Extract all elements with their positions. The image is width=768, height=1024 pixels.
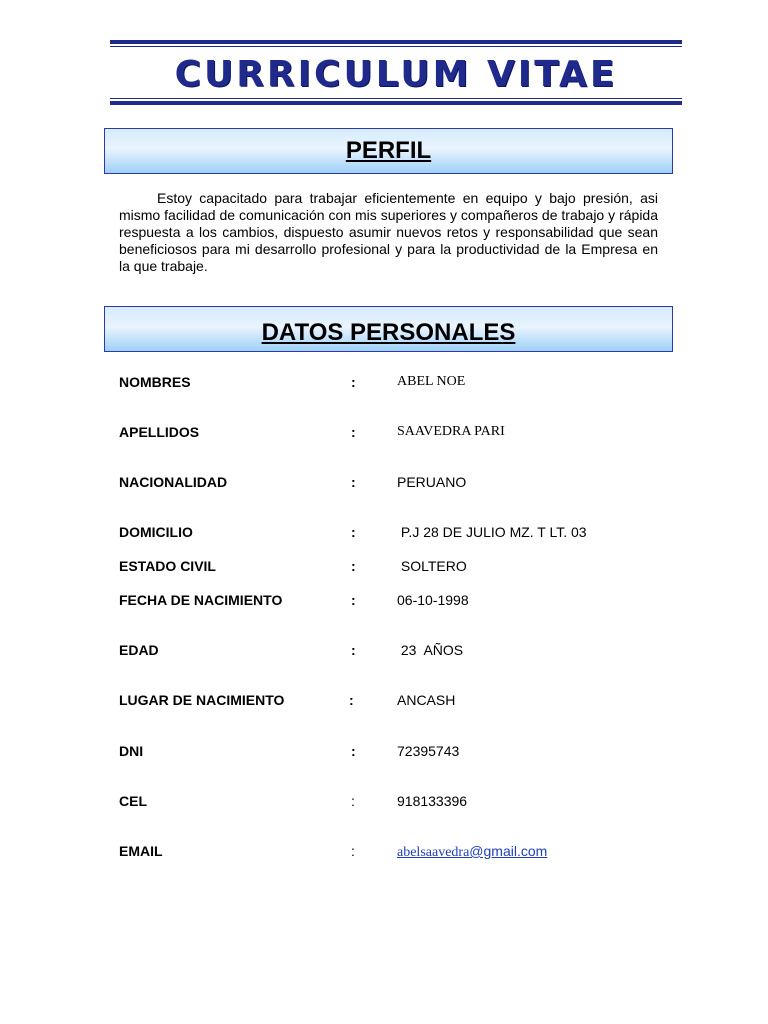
label-edad: EDAD (119, 642, 159, 658)
row-cel (0, 793, 768, 813)
row-estado-civil (0, 558, 768, 578)
row-edad (0, 642, 768, 662)
perfil-heading: PERFIL (345, 137, 432, 164)
value-domicilio: P.J 28 DE JULIO MZ. T LT. 03 (397, 524, 587, 540)
colon: : (351, 592, 356, 608)
row-email (0, 843, 768, 863)
top-rule-thin (110, 46, 682, 47)
value-dni: 72395743 (397, 743, 460, 759)
colon: : (351, 843, 355, 859)
value-cel: 918133396 (397, 793, 468, 809)
label-estado-civil: ESTADO CIVIL (119, 558, 216, 574)
row-domicilio (0, 524, 768, 544)
label-lugar-nacimiento: LUGAR DE NACIMIENTO (119, 692, 285, 708)
value-fecha-nacimiento: 06-10-1998 (397, 592, 469, 608)
value-edad: 23 AÑOS (397, 642, 464, 658)
perfil-heading-box (104, 128, 673, 174)
datos-heading: DATOS PERSONALES (261, 319, 516, 346)
value-lugar-nacimiento: ANCASH (397, 692, 456, 708)
value-estado-civil: SOLTERO (397, 558, 467, 574)
colon: : (351, 642, 356, 658)
row-nacionalidad (0, 474, 768, 494)
colon: : (351, 524, 356, 540)
datos-heading-box (104, 306, 673, 352)
value-nacionalidad: PERUANO (397, 474, 467, 490)
label-cel: CEL (119, 793, 147, 809)
label-nombres: NOMBRES (119, 374, 191, 390)
label-email: EMAIL (119, 843, 163, 859)
value-apellidos: SAAVEDRA PARI (397, 424, 505, 439)
value-nombres: ABEL NOE (397, 374, 466, 389)
colon: : (351, 793, 355, 809)
colon: : (351, 743, 356, 759)
label-domicilio: DOMICILIO (119, 524, 193, 540)
colon: : (351, 474, 356, 490)
colon: : (349, 692, 354, 708)
email-domain: @gmail.com (469, 843, 548, 859)
top-rule-thick (110, 40, 682, 44)
colon: : (351, 558, 356, 574)
bottom-rule-thin (110, 98, 682, 99)
perfil-paragraph: Estoy capacitado para trabajar eficientemente en equipo y bajo presión, asi mismo facilidad de comunicación con mis superiores y compañeros de trabajo y rápida respuesta a los cambios, dispuesto asumir nuevos retos y responsabilidad que sean beneficiosos para mi desarrollo profesional y para la productividad de la Empresa en la que trabaje. (119, 190, 658, 274)
label-apellidos: APELLIDOS (119, 424, 200, 440)
label-dni: DNI (119, 743, 144, 759)
page-title: CURRICULUM VITAE (174, 54, 618, 95)
colon: : (351, 424, 356, 440)
email-user: abelsaavedra (397, 845, 470, 860)
row-lugar-nacimiento (0, 692, 768, 712)
row-apellidos (0, 424, 768, 444)
row-dni (0, 743, 768, 763)
row-nombres (0, 374, 768, 394)
label-fecha-nacimiento: FECHA DE NACIMIENTO (119, 592, 283, 608)
bottom-rule-thick (110, 101, 682, 105)
row-fecha-nacimiento (0, 592, 768, 612)
email-link[interactable] (397, 843, 547, 861)
label-nacionalidad: NACIONALIDAD (119, 474, 228, 490)
colon: : (351, 374, 356, 390)
